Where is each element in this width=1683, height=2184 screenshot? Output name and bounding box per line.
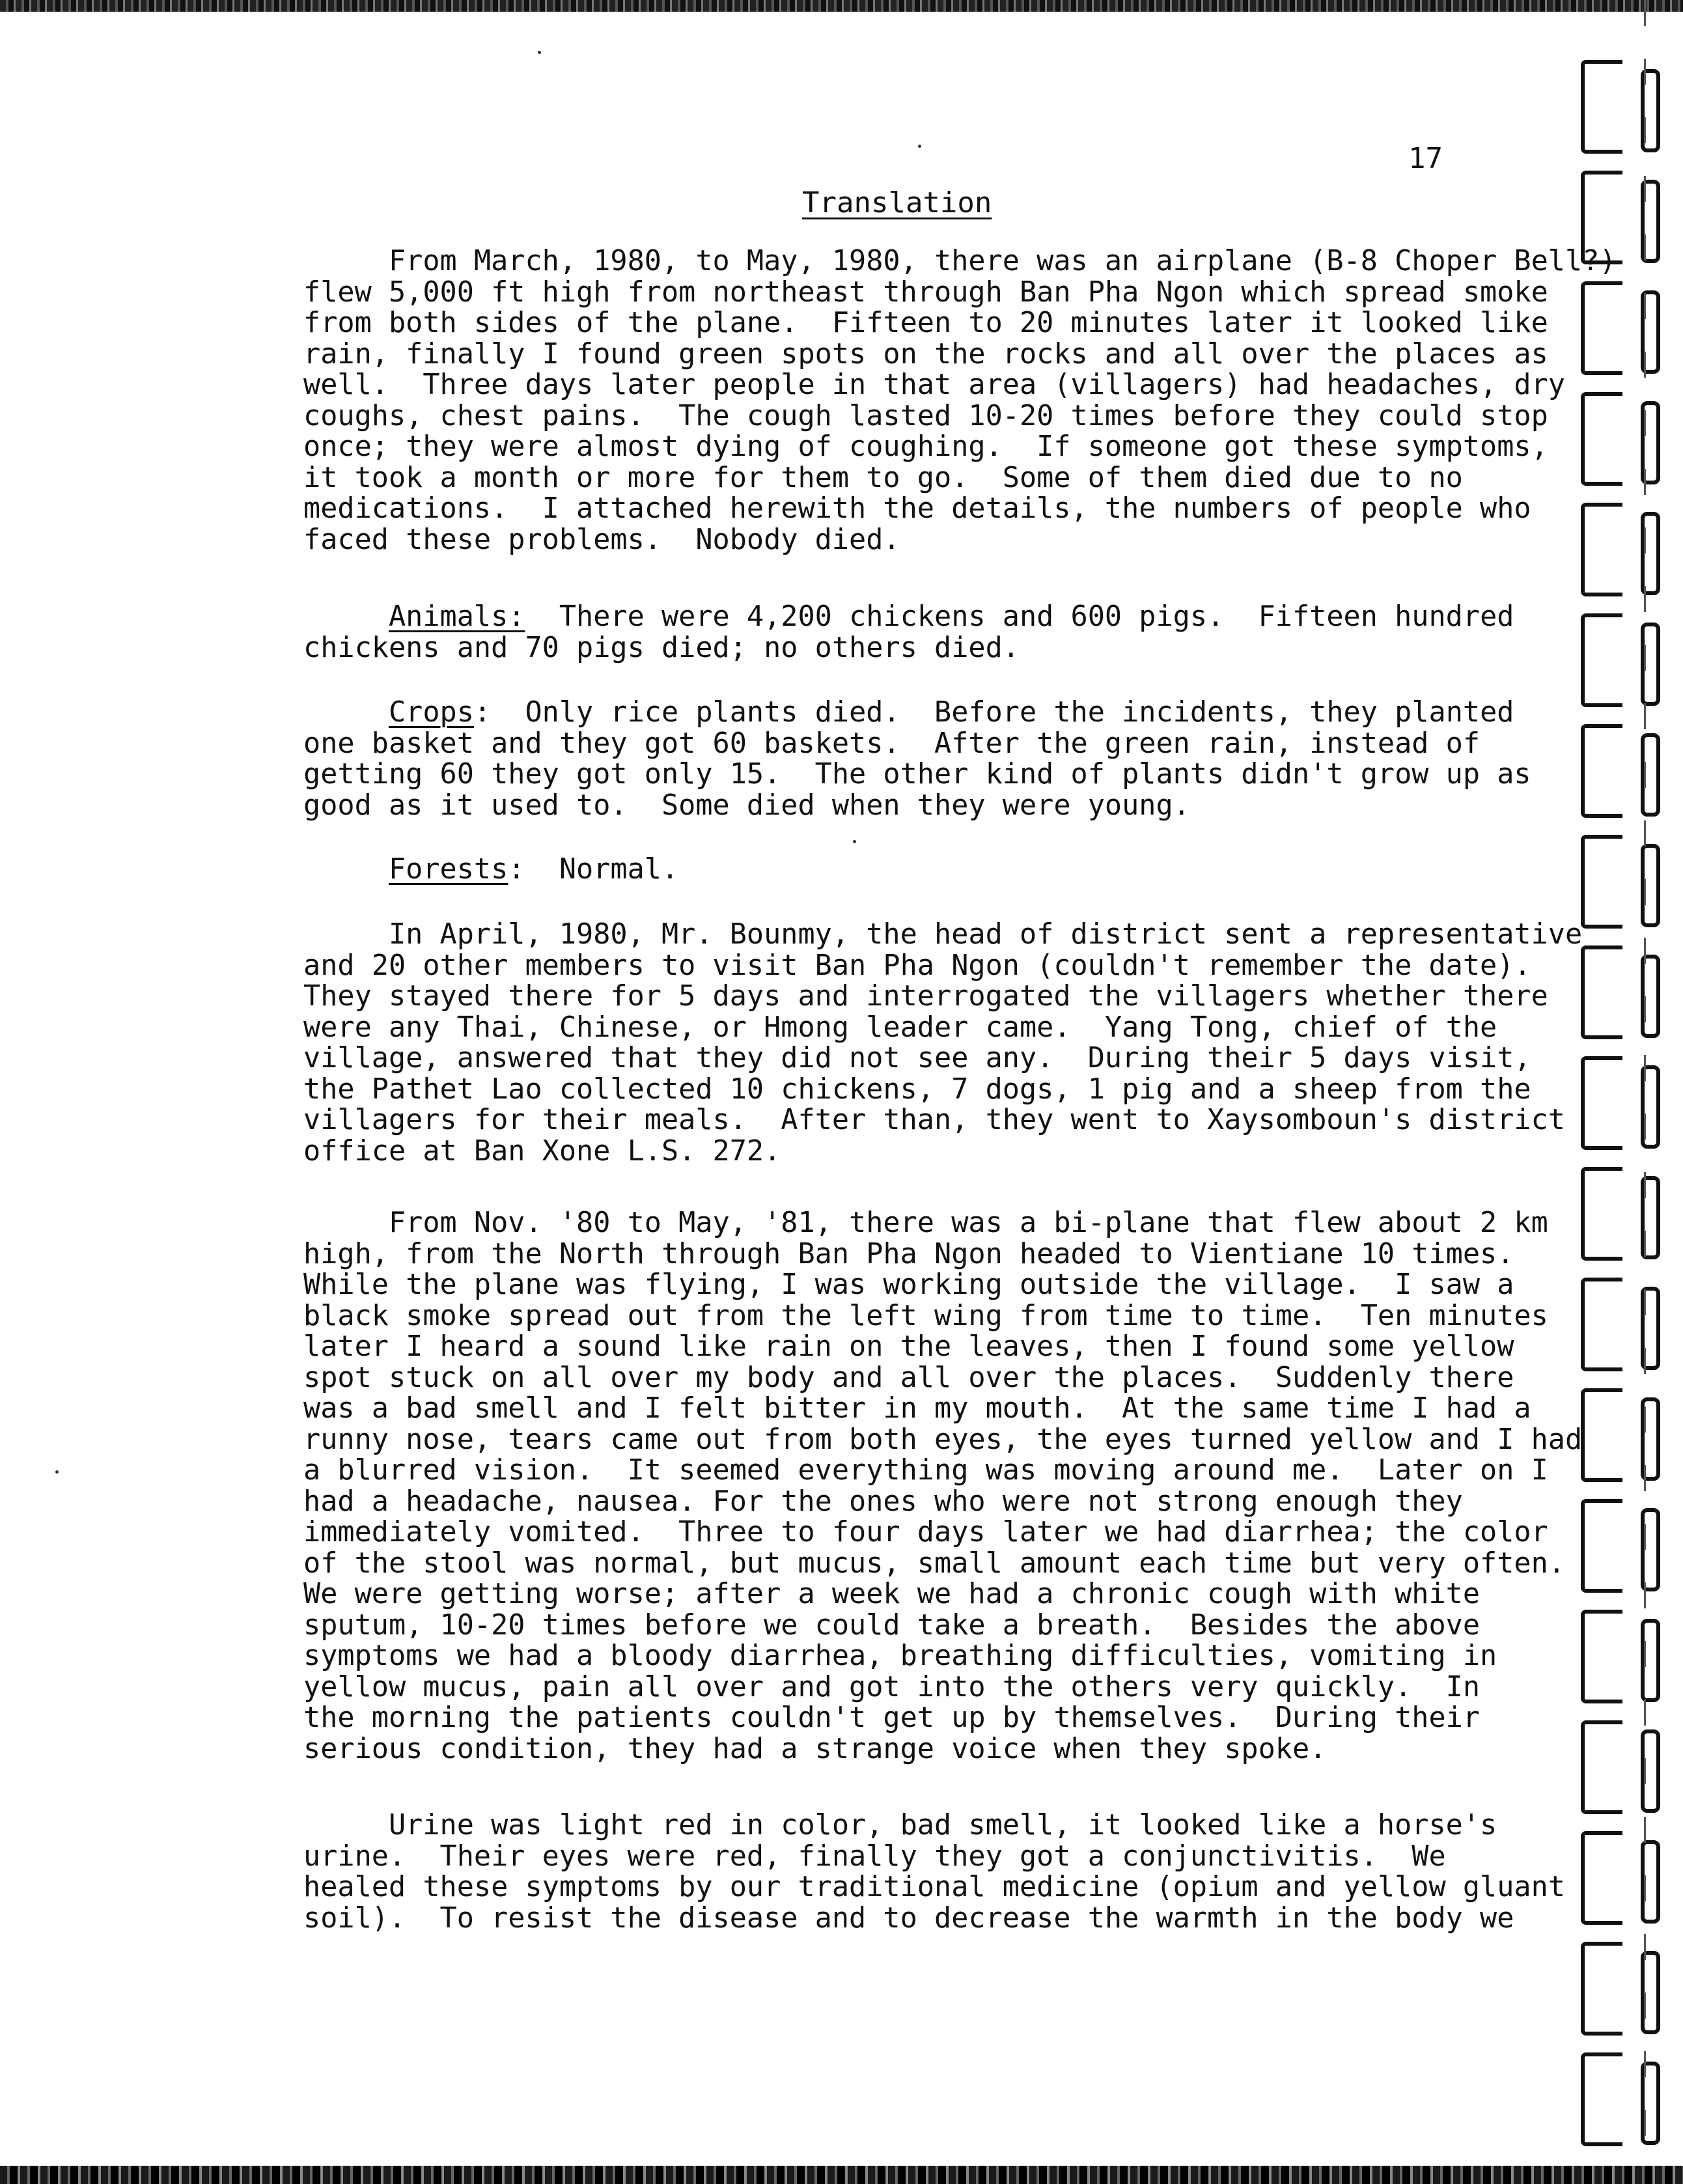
paragraph-district-visit xyxy=(303,918,1583,1168)
binding-ring xyxy=(1581,1942,1622,2036)
text-line: flew 5,000 ft high from northeast through Ban Pha Ngon which spread smoke xyxy=(303,275,1548,309)
binding-ring xyxy=(1581,1056,1622,1150)
binding-ring xyxy=(1581,613,1622,707)
text-line: faced these problems. Nobody died. xyxy=(303,523,900,556)
page-title: Translation xyxy=(802,186,992,219)
text-line: From March, 1980, to May, 1980, there was an airplane (B-8 Choper Bell?) xyxy=(303,245,1617,277)
text-line: good as it used to. Some died when they were young. xyxy=(303,789,1190,822)
text-line: black smoke spread out from the left wing from time to time. Ten minutes xyxy=(303,1299,1548,1332)
binding-ring xyxy=(1581,945,1622,1039)
binding-ring xyxy=(1581,2052,1622,2146)
binding-spine xyxy=(1644,0,1646,2184)
text-line: They stayed there for 5 days and interrogated the villagers whether there xyxy=(303,980,1548,1013)
text-line: sputum, 10-20 times before we could take a breath. Besides the above xyxy=(303,1608,1481,1642)
text-line: While the plane was flying, I was working outside the village. I saw a xyxy=(303,1268,1514,1301)
page-number: 17 xyxy=(1408,142,1443,175)
text-line: coughs, chest pains. The cough lasted 10-20 times before they could stop xyxy=(303,399,1548,432)
text-line: chickens and 70 pigs died; no others died. xyxy=(303,631,1020,664)
binding-ring xyxy=(1581,60,1622,154)
text-line: immediately vomited. Three to four days later we had diarrhea; the color xyxy=(303,1516,1548,1548)
scan-speck xyxy=(55,1470,59,1474)
text-line: well. Three days later people in that area (villagers) had headaches, dry xyxy=(303,369,1566,401)
binding-ring xyxy=(1581,1167,1622,1261)
text-line: symptoms we had a bloody diarrhea, breathing difficulties, vomiting in xyxy=(303,1640,1497,1672)
animals-heading: Animals: xyxy=(388,600,525,633)
text-line: soil). To resist the disease and to decrease the warmth in the body we xyxy=(303,1901,1514,1935)
text-line: From Nov. '80 to May, '81, there was a bi-plane that flew about 2 km xyxy=(303,1207,1548,1239)
text-line: urine. Their eyes were red, finally they got a conjunctivitis. We xyxy=(303,1840,1446,1873)
binding-ring xyxy=(1581,1831,1622,1925)
paragraph-urine xyxy=(303,1809,1566,1935)
text-line: was a bad smell and I felt bitter in my mouth. At the same time I had a xyxy=(303,1392,1531,1425)
text-line: serious condition, they had a strange voice when they spoke. xyxy=(303,1732,1327,1765)
text-line: the morning the patients couldn't get up by themselves. During their xyxy=(303,1701,1481,1734)
paragraph-animals xyxy=(303,602,1527,664)
binding-ring xyxy=(1581,1388,1622,1482)
text-line: rain, finally I found green spots on the rocks and all over the places as xyxy=(303,337,1548,371)
binding-ring xyxy=(1581,835,1622,929)
text-line: villagers for their meals. After than, they went to Xaysomboun's district xyxy=(303,1104,1566,1136)
text-line: : Normal. xyxy=(508,853,679,886)
text-line: There were 4,200 chickens and 600 pigs. Fifteen hundred xyxy=(525,600,1514,633)
scan-speck xyxy=(853,840,856,843)
binding-ring xyxy=(1581,503,1622,596)
text-line: In April, 1980, Mr. Bounmy, the head of district sent a representative xyxy=(303,918,1583,951)
text-line: were any Thai, Chinese, or Hmong leader came. Yang Tong, chief of the xyxy=(303,1011,1497,1044)
text-line: a blurred vision. It seemed everything was moving around me. Later on I xyxy=(303,1454,1548,1487)
binding-ring xyxy=(1581,1720,1622,1814)
text-line: the Pathet Lao collected 10 chickens, 7 dogs, 1 pig and a sheep from the xyxy=(303,1072,1531,1106)
text-line: village, answered that they did not see any. During their 5 days visit, xyxy=(303,1042,1531,1074)
text-line: once; they were almost dying of coughing. If someone got these symptoms, xyxy=(303,430,1548,463)
paragraph-biplane xyxy=(303,1207,1583,1765)
crops-heading: Crops xyxy=(388,696,474,729)
text-line: runny nose, tears came out from both eyes, the eyes turned yellow and I had xyxy=(303,1423,1583,1456)
text-line: from both sides of the plane. Fifteen to 20 minutes later it looked like xyxy=(303,307,1548,339)
text-line: had a headache, nausea. For the ones who were not strong enough they xyxy=(303,1485,1463,1518)
text-line: Urine was light red in color, bad smell, it looked like a horse's xyxy=(303,1809,1497,1841)
text-line: healed these symptoms by our traditional medicine (opium and yellow gluant xyxy=(303,1871,1566,1903)
text-line: yellow mucus, pain all over and got into the others very quickly. In xyxy=(303,1670,1481,1703)
text-line: of the stool was normal, but mucus, small amount each time but very often. xyxy=(303,1547,1566,1580)
binding-ring xyxy=(1581,171,1622,264)
paragraph-forests xyxy=(303,854,1527,886)
scan-edge-top xyxy=(0,0,1683,12)
text-line: and 20 other members to visit Ban Pha Ngon (couldn't remember the date). xyxy=(303,949,1531,982)
text-line: high, from the North through Ban Pha Ngon headed to Vientiane 10 times. xyxy=(303,1237,1514,1270)
forests-heading: Forests xyxy=(388,853,508,886)
text-line: getting 60 they got only 15. The other kind of plants didn't grow up as xyxy=(303,758,1531,791)
paragraph-crops xyxy=(303,696,1531,822)
binding-ring xyxy=(1581,1499,1622,1593)
spiral-binding xyxy=(1576,0,1683,2184)
text-line: spot stuck on all over my body and all over the places. Suddenly there xyxy=(303,1361,1514,1394)
binding-ring xyxy=(1581,724,1622,818)
binding-ring xyxy=(1581,1278,1622,1371)
binding-ring xyxy=(1581,1610,1622,1703)
text-line: later I heard a sound like rain on the leaves, then I found some yellow xyxy=(303,1330,1514,1363)
text-line: it took a month or more for them to go. Some of them died due to no xyxy=(303,461,1463,494)
scan-speck xyxy=(538,51,541,54)
scan-speck xyxy=(918,145,921,148)
text-line: office at Ban Xone L.S. 272. xyxy=(303,1134,781,1168)
scan-edge-bottom xyxy=(0,2166,1683,2184)
binding-ring xyxy=(1581,281,1622,375)
text-line: : Only rice plants died. Before the incidents, they planted xyxy=(473,696,1514,729)
paragraph-airplane-1980 xyxy=(303,245,1617,556)
text-line: medications. I attached herewith the details, the numbers of people who xyxy=(303,492,1531,525)
text-line: We were getting worse; after a week we had a chronic cough with white xyxy=(303,1578,1481,1610)
text-line: one basket and they got 60 baskets. After the green rain, instead of xyxy=(303,727,1481,760)
binding-ring xyxy=(1581,392,1622,486)
